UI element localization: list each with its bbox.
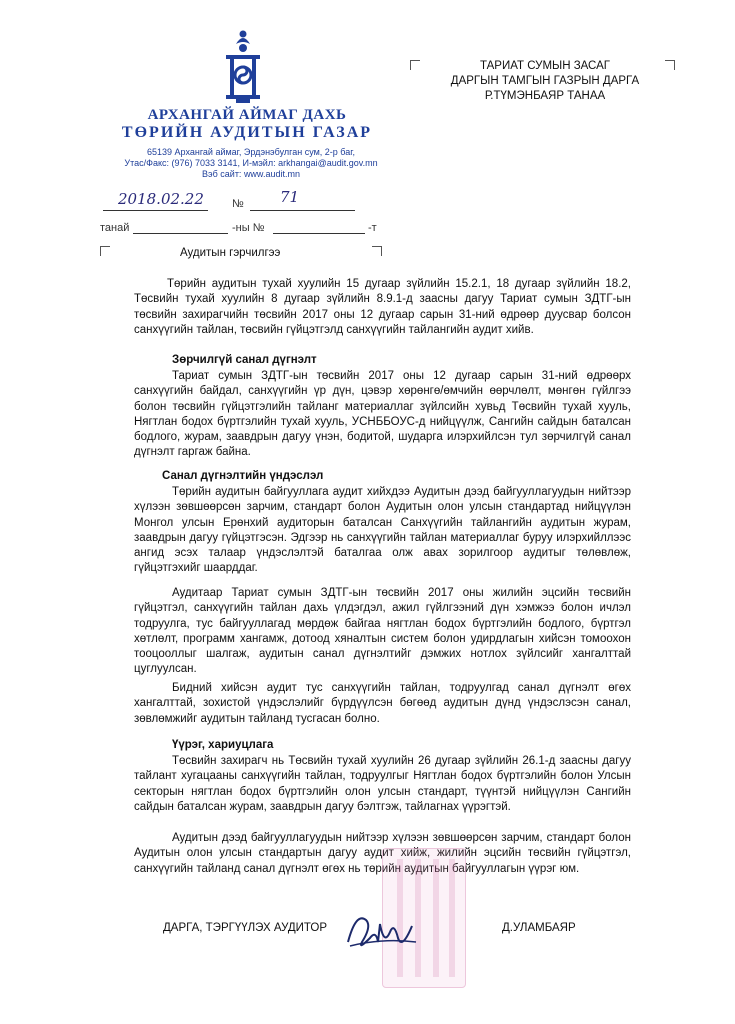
document-title: Аудитын гэрчилгээ bbox=[180, 247, 281, 259]
section2-paragraph3: Бидний хийсэн аудит тус санхүүгийн тайлан, тодруулгад санал дүгнэлт өгөх хангалттай, зохистой үндэслэлийг бүрдүүлсэн бөгөөд аудитын дүнд үндэслэсэн санал, зөвлөмжийг аудитын тайланд тусгасан болно. bbox=[134, 682, 631, 725]
your-date-underline bbox=[133, 233, 228, 234]
letter-date: 2018.02.22 bbox=[118, 190, 204, 208]
signatory-title: ДАРГА, ТЭРГҮҮЛЭХ АУДИТОР bbox=[163, 922, 328, 934]
signatory-name: Д.УЛАМБАЯР bbox=[502, 922, 576, 934]
org-address: 65139 Архангай аймаг, Эрдэнэбулган сум, 2-р баг, bbox=[147, 147, 355, 157]
section3-heading: Үүрэг, хариуцлага bbox=[172, 739, 274, 751]
section2-paragraph1: Төрийн аудитын байгууллага аудит хийхдээ Аудитын дээд байгууллагуудын нийтээр хүлээн зөвшөөрсөн зарчим, стандарт болон Аудитын олон улсын стандартад нийцүүлэн Монгол улсын Ерөнхий аудиторын баталсан Санхүүгийн тайлангийн аудитын журам, заавдрын дагуу гүйцэтгэсэн. Эдгээр нь санхүүгийн тайлан материаллаг буруу илэрхийллээс ангид эсэх талаар үндэслэлтэй баталгаа олж авах зорилгоор аудитыг төлөвлөж, гүйцэтгэхийг шаарддаг. bbox=[134, 486, 631, 575]
recipient-line1: ТАРИАТ СУМЫН ЗАСАГ bbox=[479, 60, 611, 72]
section1-heading: Зөрчилгүй санал дүгнэлт bbox=[172, 354, 317, 366]
your-number-label: -ны № bbox=[232, 222, 265, 234]
section3-paragraph: Төсвийн захирагч нь Төсвийн тухай хуулийн 26 дугаар зүйлийн 26.1-д заасны дагуу тайлант хугацааны санхүүгийн тайлан, тодруулгыг Нягтлан бодох бүртгэлийн болон Улсын секторын нягтлан бодох бүртгэлийн олон улсын стандарт, түүнтэй нийцүүлэн Сангийн сайдын баталсан журам, заавдрын дагуу бэлтгэж, тайлагнах үүрэгтэй. bbox=[134, 755, 631, 813]
section2-heading: Санал дүгнэлтийн үндэслэл bbox=[162, 470, 324, 482]
org-website: Вэб сайт: www.audit.mn bbox=[202, 169, 300, 179]
closing-paragraph: Аудитын дээд байгууллагуудын нийтээр хүлээн зөвшөөрсөн зарчим, стандарт болон Аудитын олон улсын стандартын дагуу аудит хийж, жилийн эцсийн төсвийн гүйцэтгэл, санхүүгийн тайланд санал дүгнэлт өгөх нь төрийн аудитын байгууллагын үүрэг юм. bbox=[134, 832, 631, 875]
recipient-corner-right bbox=[665, 60, 675, 70]
subject-corner-left bbox=[100, 246, 110, 256]
letter-number: 71 bbox=[280, 188, 300, 206]
section2-paragraph2: Аудитаар Тариат сумын ЗДТГ-ын төсвийн 2017 оны жилийн эцсийн төсвийн гүйцэтгэл, санхүүгийн тайлан дахь үлдэгдэл, ажил гүйлгээний дүн хэмжээ болон ичлэл тодруулга, тус байгууллагад мөрдөж байгаа нягтлан бодох бүртгэлийн бодлого, бүртгэл хөтлөлт, программ хангамж, дотоод хяналтын систем болон удирдлагын хийсэн томоохон тооцооллыг шалгаж, аудитын санал дүгнэлтийг дэмжих нотлох зүйлсийг хангалттай цуглуулсан. bbox=[134, 587, 631, 676]
recipient-corner-left bbox=[410, 60, 420, 70]
handwritten-signature-icon bbox=[342, 902, 422, 957]
your-number-underline bbox=[273, 233, 365, 234]
letter-number-label: № bbox=[232, 198, 244, 210]
number-underline bbox=[250, 210, 355, 211]
section1-paragraph: Тариат сумын ЗДТГ-ын төсвийн 2017 оны 12 дугаар сарын 31-ний өдрөөрх санхүүгийн байдал, санхүүгийн үр дүн, цэвэр хөрөнгө/өмчийн өөрчлөлт, мөнгөн гүйлгээ болон төсвийн гүйцэтгэлийн тайланг материаллаг зүйлсийн хувьд Төсвийн тухай хууль, Нягтлан бодох бүртгэлийн тухай хууль, УСНББОУС-д нийцүүлж, Сангийн сайдын баталсан бодлого, журам, заавдрын дагуу үнэн, бодитой, шударга илэрхийлсэн тул зөрчилгүй санал дүгнэлт гаргаж байна. bbox=[134, 370, 631, 459]
org-name-line2: ТӨРИЙН АУДИТЫН ГАЗАР bbox=[121, 124, 373, 141]
org-name-line1: АРХАНГАЙ АЙМАГ ДАХЬ bbox=[147, 107, 347, 123]
to-suffix-label: -т bbox=[368, 222, 377, 234]
recipient-line2: ДАРГЫН ТАМГЫН ГАЗРЫН ДАРГА bbox=[450, 75, 640, 87]
org-contacts: Утас/Факс: (976) 7033 3141, И-мэйл: arkhangai@audit.gov.mn bbox=[124, 158, 378, 168]
your-label: танай bbox=[100, 222, 130, 234]
soyombo-emblem-icon bbox=[218, 28, 268, 104]
subject-corner-right bbox=[372, 246, 382, 256]
intro-paragraph: Төрийн аудитын тухай хуулийн 15 дугаар зүйлийн 15.2.1, 18 дугаар зүйлийн 18.2, Төсвийн тухай хуулийн 8 дугаар зүйлийн 8.9.1-д заасны дагуу Тариат сумын ЗДТГ-ын төсвийн захирагчийн төсвийн 2017 оны 12 дугаар сарын 31-ний өдрөөр дуусвар болсон санхүүгийн тайлан, төсвийн гүйцэтгэлд санхүүгийн тайлангийн аудит хийв. bbox=[134, 278, 631, 336]
recipient-line3: Р.ТҮМЭНБАЯР ТАНАА bbox=[484, 90, 606, 102]
date-underline bbox=[103, 210, 208, 211]
